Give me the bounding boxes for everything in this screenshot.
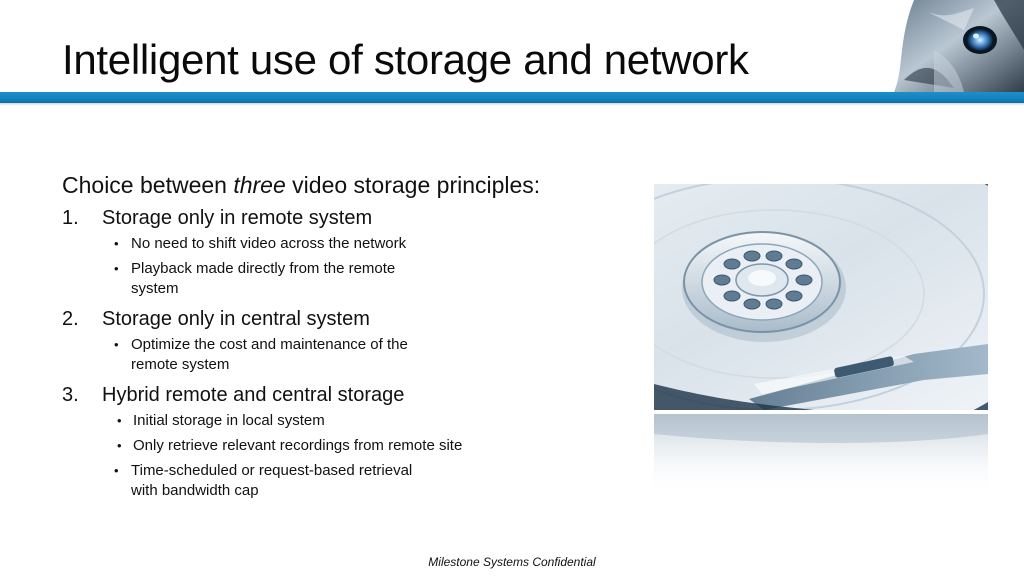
bullet-text: Time-scheduled or request-based retrieval — [131, 462, 413, 479]
option-3-bullets — [62, 411, 622, 501]
option-number: 1. — [62, 207, 79, 229]
bullet-text: Playback made directly from the remote — [131, 260, 396, 277]
storage-option-1-heading — [62, 204, 622, 232]
lead-emphasis: three — [233, 172, 286, 198]
bullet-item: • Initial storage in local system — [62, 411, 622, 431]
storage-option-3 — [62, 381, 622, 501]
bullet-text-continuation: with bandwidth cap — [131, 482, 259, 499]
option-label: Storage only in remote system — [102, 207, 373, 229]
option-number: 3. — [62, 384, 79, 406]
slide-body — [62, 170, 622, 507]
bullet-item — [62, 335, 622, 375]
lead-text-start: Choice between — [62, 172, 234, 198]
bullet-text: Optimize the cost and maintenance of the — [131, 336, 408, 353]
title-bar-shadow — [0, 103, 1024, 106]
option-number: 2. — [62, 308, 79, 330]
bullet-item: • No need to shift video across the network — [62, 234, 622, 254]
bullet-item — [62, 461, 622, 501]
lead-sentence — [62, 170, 622, 200]
title-underline-bar — [0, 92, 1024, 103]
option-label: Hybrid remote and central storage — [102, 384, 405, 406]
wolf-eye-logo-icon — [894, 0, 1024, 92]
bullet-item: • Only retrieve relevant recordings from remote site — [62, 436, 622, 456]
hard-disk-platter-image — [654, 184, 988, 498]
option-label: Storage only in central system — [102, 308, 370, 330]
bullet-item — [62, 259, 622, 299]
storage-option-2 — [62, 305, 622, 375]
footer-confidential: Milestone Systems Confidential — [428, 555, 596, 569]
storage-option-3-heading — [62, 381, 622, 409]
slide-title: Intelligent use of storage and network — [62, 36, 749, 83]
option-2-bullets — [62, 335, 622, 375]
storage-option-2-heading — [62, 305, 622, 333]
option-1-bullets — [62, 234, 622, 299]
bullet-text-continuation: system — [131, 280, 179, 297]
storage-option-1 — [62, 204, 622, 299]
lead-text-end: video storage principles: — [285, 172, 541, 198]
bullet-text-continuation: remote system — [131, 356, 230, 373]
